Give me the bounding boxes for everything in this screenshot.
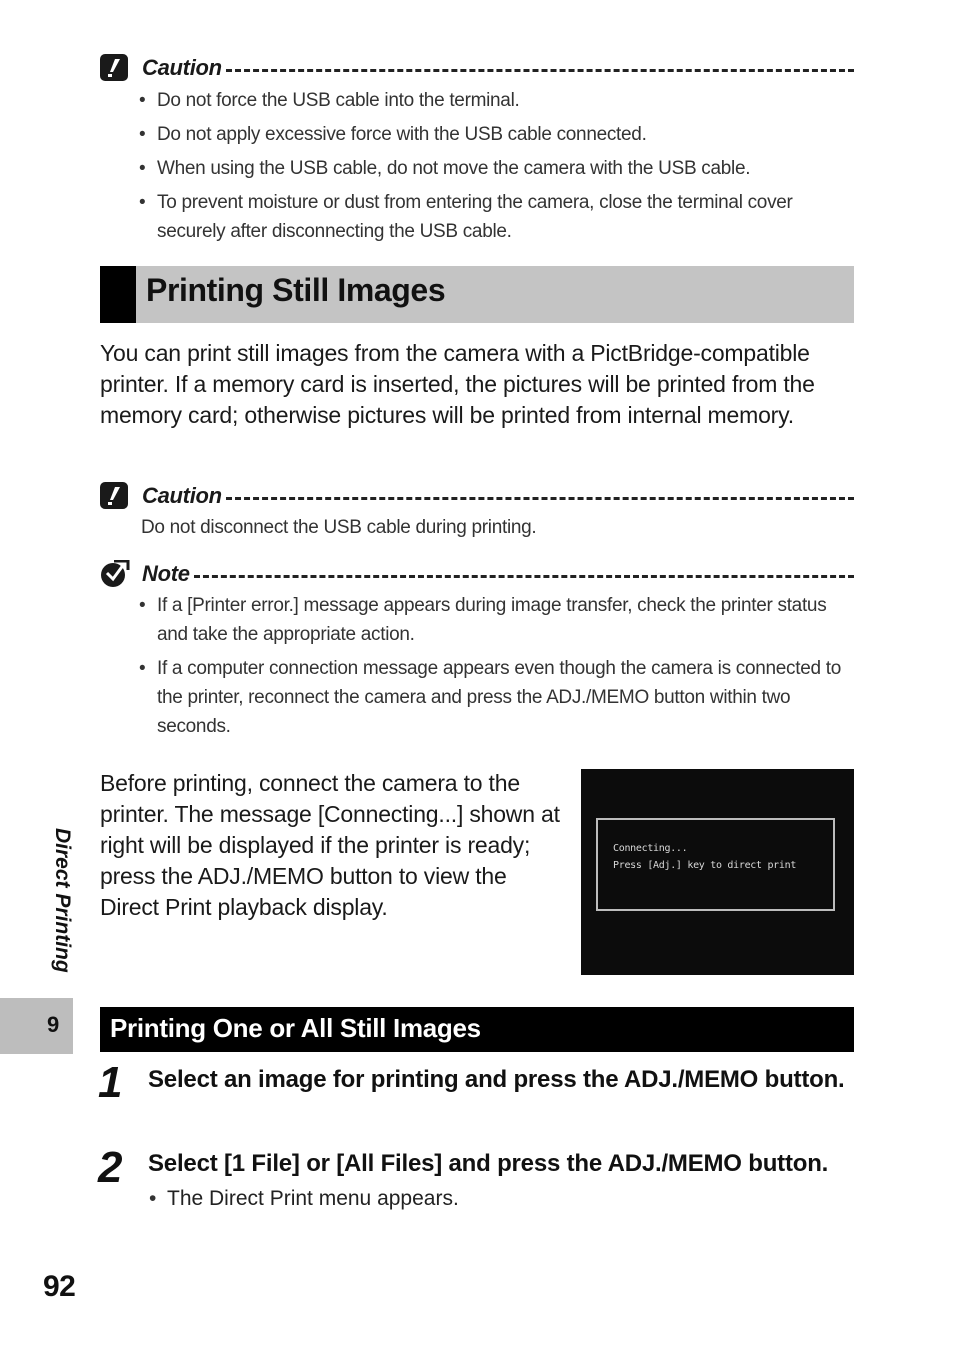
list-item: • If a [Printer error.] message appears during image transfer, check the printer status and take the appropriate action. bbox=[157, 591, 854, 649]
list-item: • The Direct Print menu appears. bbox=[167, 1185, 847, 1213]
caution-text: Do not disconnect the USB cable during printing. bbox=[141, 517, 537, 538]
camera-screen-image bbox=[581, 769, 854, 975]
list-item: • Do not force the USB cable into the terminal. bbox=[157, 86, 854, 115]
step-number: 1 bbox=[98, 1058, 123, 1107]
step-text: Select an image for printing and press the ADJ./MEMO button. bbox=[148, 1066, 845, 1093]
section-marker bbox=[100, 266, 136, 323]
page-number: 92 bbox=[43, 1270, 76, 1303]
screen-message-line: Connecting... bbox=[613, 843, 688, 854]
caution-header bbox=[100, 53, 854, 83]
dashed-rule bbox=[226, 497, 854, 500]
dashed-rule bbox=[226, 69, 854, 72]
caution-icon bbox=[100, 54, 130, 82]
list-item: • If a computer connection message appears even though the camera is connected to the printer, reconnect the camera and press the ADJ./MEMO button within two seconds. bbox=[157, 654, 854, 741]
screen-message-line: Press [Adj.] key to direct print bbox=[613, 860, 797, 871]
note-icon bbox=[100, 560, 130, 588]
chapter-number: 9 bbox=[47, 1012, 60, 1037]
chapter-label bbox=[44, 828, 78, 983]
connect-paragraph: Before printing, connect the camera to the printer. The message [Connecting...] shown at right will be displayed if the printer is ready; press the ADJ./MEMO button to view the Direct Print playback display. bbox=[100, 770, 560, 920]
caution-list bbox=[157, 86, 854, 246]
caution-title: Caution bbox=[142, 55, 222, 80]
note-title: Note bbox=[142, 561, 190, 586]
section-heading bbox=[100, 266, 854, 323]
chapter-tab bbox=[0, 998, 73, 1054]
note-list bbox=[157, 591, 854, 741]
list-item: • To prevent moisture or dust from entering the camera, close the terminal cover securely after disconnecting the USB cable. bbox=[157, 188, 854, 246]
chapter-label-text: Direct Printing bbox=[51, 828, 74, 973]
list-item: • When using the USB cable, do not move the camera with the USB cable. bbox=[157, 154, 854, 183]
subsection-heading bbox=[100, 1007, 854, 1052]
note-header bbox=[100, 559, 854, 589]
step-text: Select [1 File] or [All Files] and press the ADJ./MEMO button. bbox=[148, 1150, 829, 1177]
step-number: 2 bbox=[98, 1143, 123, 1192]
step-sub-list bbox=[167, 1185, 847, 1213]
caution-icon bbox=[100, 482, 130, 510]
list-item: • Do not apply excessive force with the USB cable connected. bbox=[157, 120, 854, 149]
subsection-title: Printing One or All Still Images bbox=[110, 1013, 481, 1043]
caution-header bbox=[100, 481, 854, 511]
caution-title: Caution bbox=[142, 483, 222, 508]
intro-paragraph: You can print still images from the camera with a PictBridge-compatible printer. If a memory card is inserted, the pictures will be printed from the memory card; otherwise pictures will be printed from internal memory. bbox=[100, 340, 815, 428]
section-title: Printing Still Images bbox=[146, 272, 446, 308]
dashed-rule bbox=[194, 575, 854, 578]
